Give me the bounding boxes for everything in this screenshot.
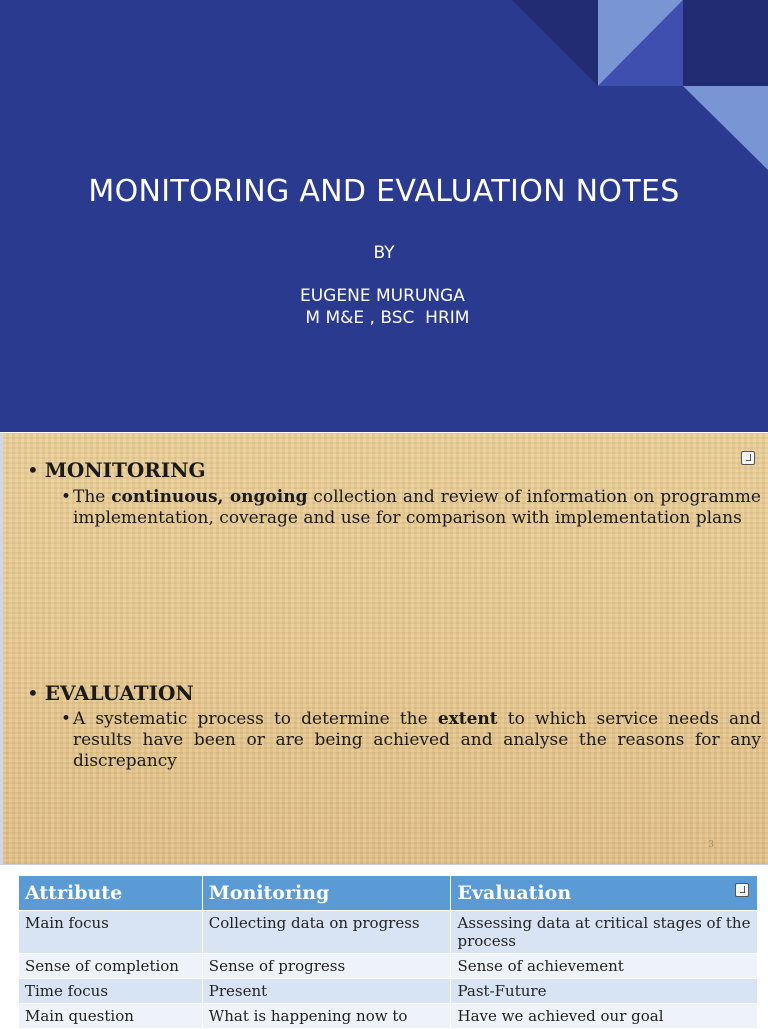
definitions-slide <box>0 433 768 864</box>
header-evaluation: Evaluation <box>451 876 758 911</box>
comparison-slide <box>0 864 768 1024</box>
table-cell: Sense of completion <box>19 954 203 979</box>
bookmark-icon[interactable] <box>741 451 755 465</box>
table-cell: Main question <box>19 1004 203 1029</box>
table-cell: What is happening now to <box>202 1004 451 1029</box>
author-credentials: M M&E , BSC HRIM <box>300 308 470 328</box>
author-block <box>300 285 469 329</box>
deco-triangle-light-2 <box>683 86 768 170</box>
table-cell: Past-Future <box>451 979 758 1004</box>
deco-triangle-dark <box>512 0 598 86</box>
table-cell: Main focus <box>19 911 203 954</box>
bookmark-icon[interactable] <box>735 883 749 897</box>
bullet: • <box>27 458 39 482</box>
table-cell: Time focus <box>19 979 203 1004</box>
table-row <box>19 911 758 954</box>
table-cell: Have we achieved our goal <box>451 1004 758 1029</box>
header-monitoring: Monitoring <box>202 876 451 911</box>
table-row <box>19 954 758 979</box>
table-row <box>19 979 758 1004</box>
table-cell: Sense of progress <box>202 954 451 979</box>
table-header-row <box>19 876 758 911</box>
table-cell: Collecting data on progress <box>202 911 451 954</box>
bullet: • <box>27 681 39 705</box>
table-cell: Sense of achievement <box>451 954 758 979</box>
comparison-table <box>18 875 758 1029</box>
table-cell: Present <box>202 979 451 1004</box>
corner-decoration <box>0 0 768 432</box>
bullet: • <box>61 709 72 729</box>
title-slide <box>0 0 768 432</box>
monitoring-definition: • The continuous, ongoing collection and review of information on programme implementation, coverage and use for comparison with implementation plans <box>61 487 761 528</box>
table-row <box>19 1004 758 1029</box>
monitoring-heading: • MONITORING <box>27 458 206 482</box>
by-label: BY <box>373 243 395 263</box>
bullet: • <box>61 487 72 507</box>
table-cell: Assessing data at critical stages of the process <box>451 911 758 954</box>
page-title: MONITORING AND EVALUATION NOTES <box>88 174 680 209</box>
page-number: 3 <box>708 840 714 850</box>
evaluation-heading: • EVALUATION <box>27 681 194 705</box>
author-name: EUGENE MURUNGA <box>300 286 465 306</box>
evaluation-definition: • A systematic process to determine the extent to which service needs and results have been or are being achieved and analyse the reasons for any discrepancy <box>61 709 761 771</box>
header-attribute: Attribute <box>19 876 203 911</box>
deco-square-dark <box>683 0 768 86</box>
